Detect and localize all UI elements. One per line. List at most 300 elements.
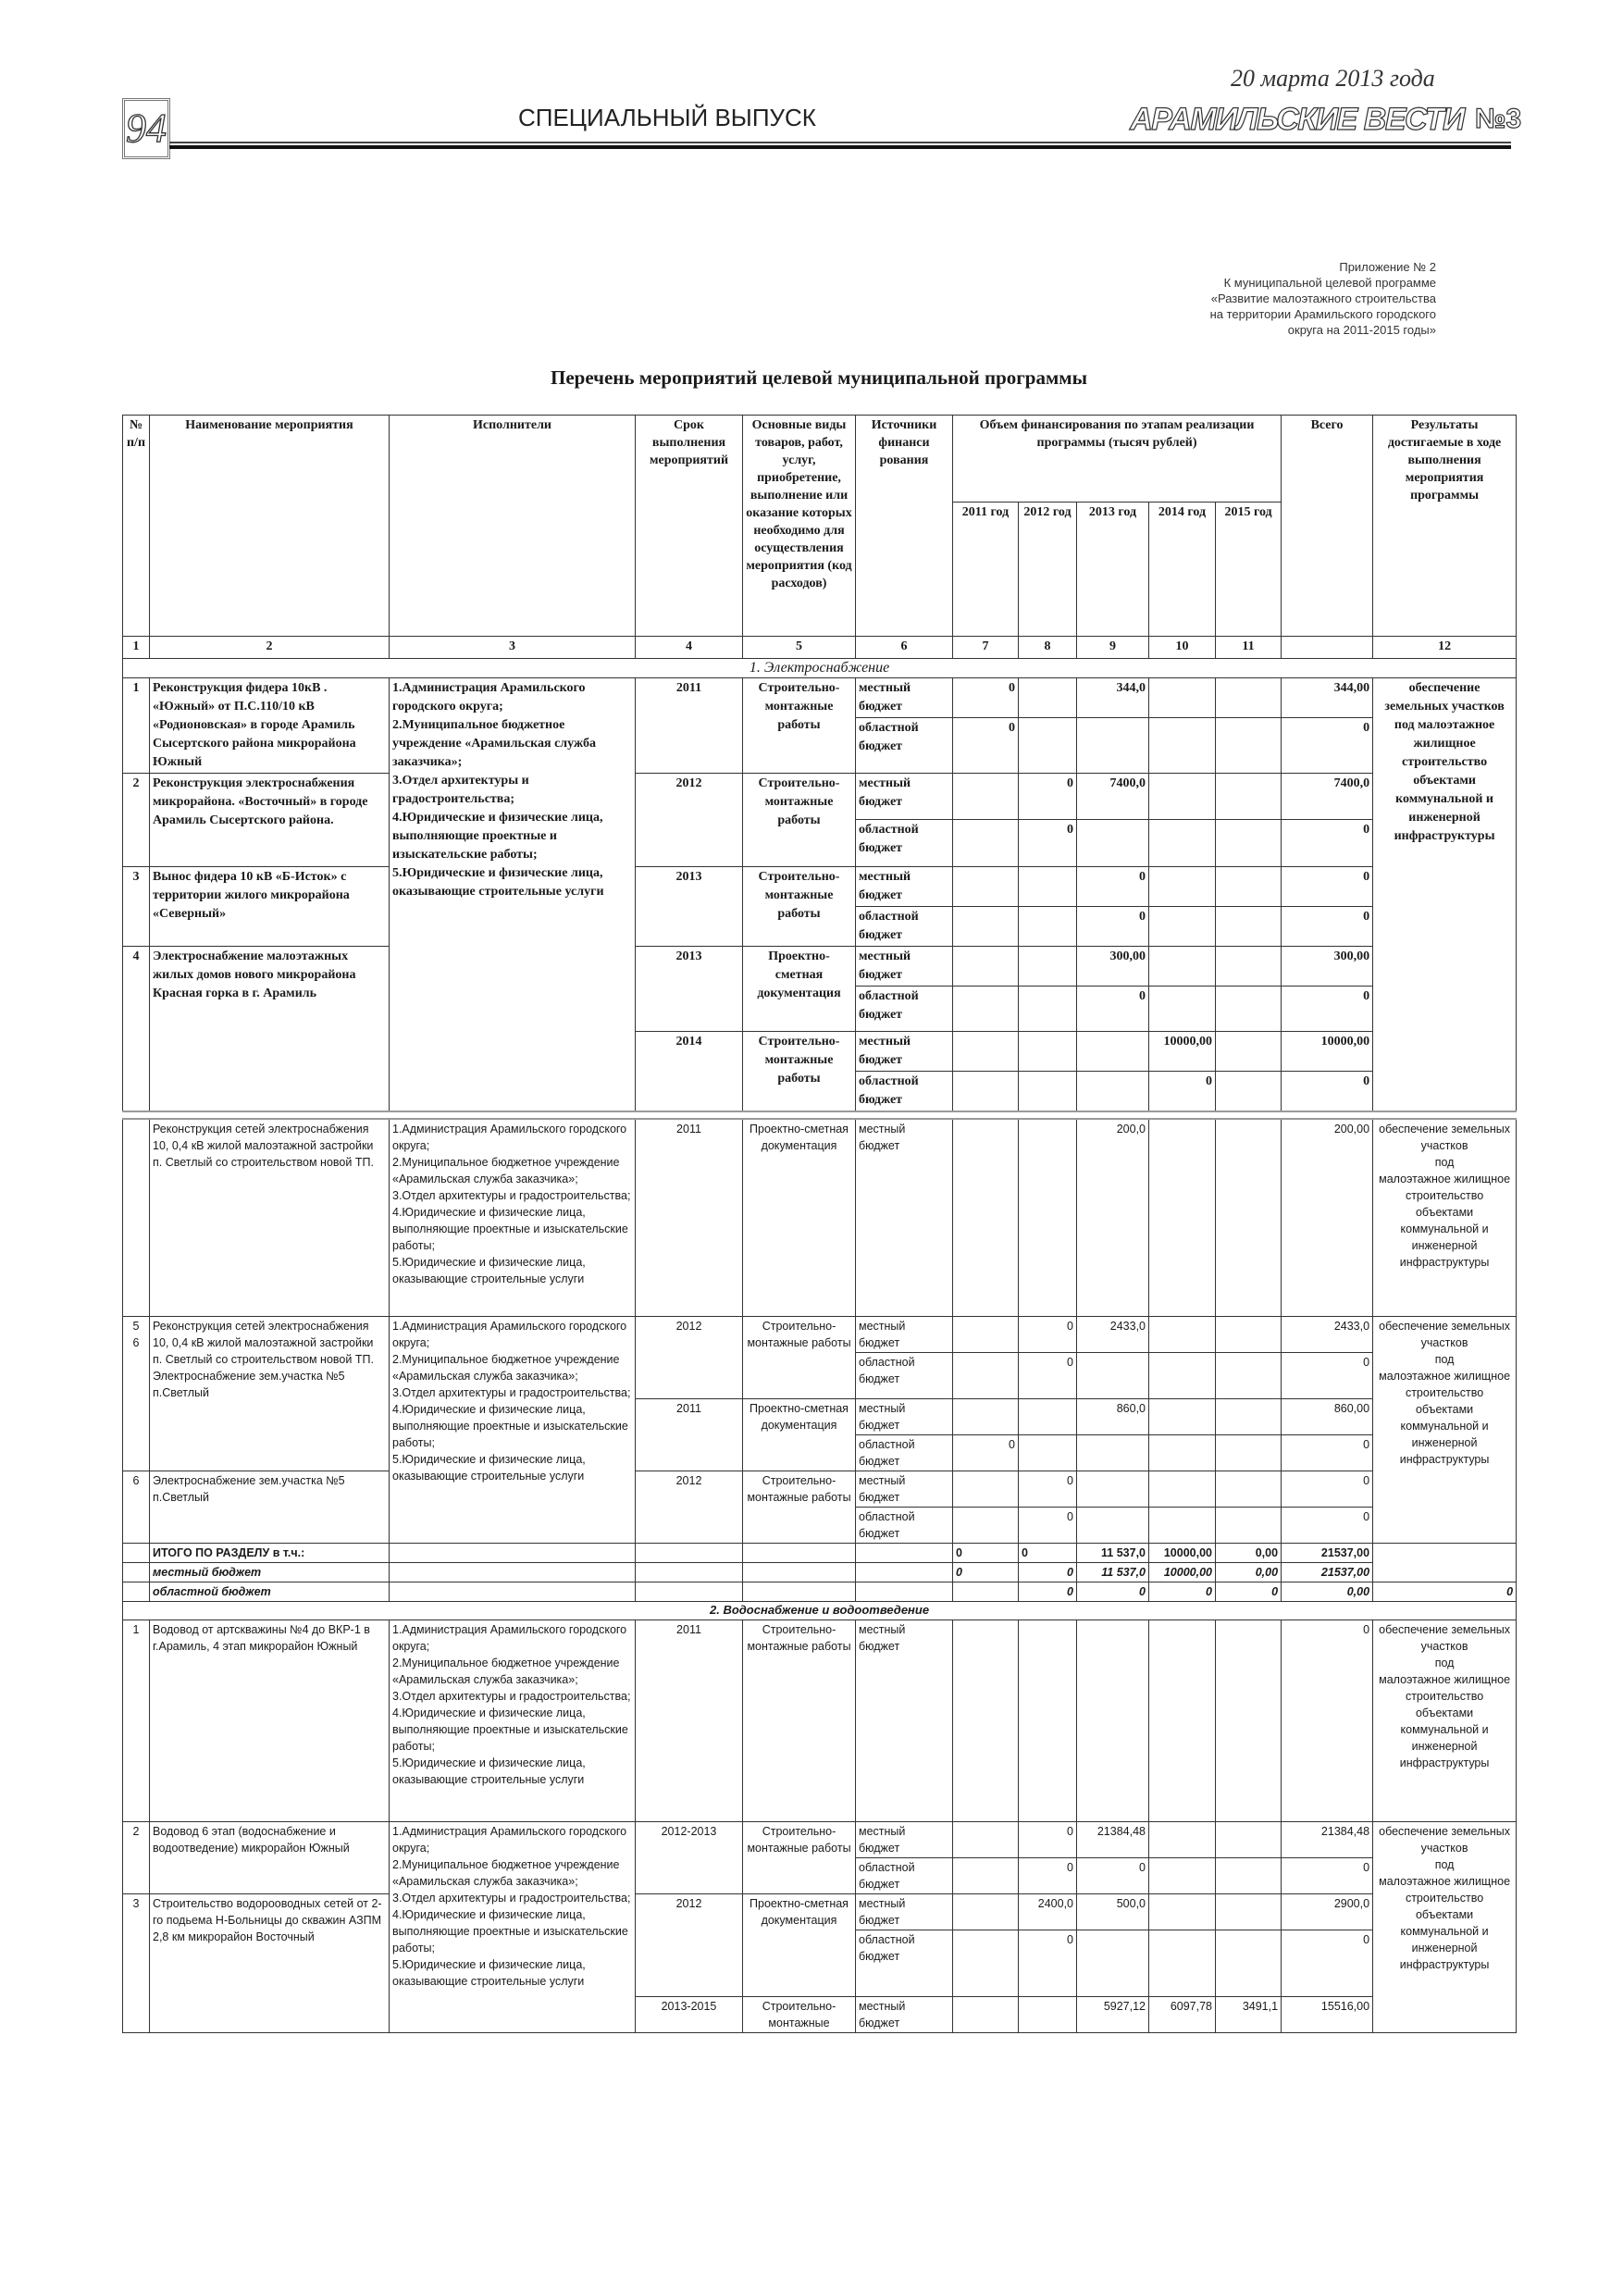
amount-2015 [1216, 1930, 1282, 1996]
amount-2012: 0 [1019, 1821, 1077, 1857]
totals-label: областной бюджет [150, 1582, 390, 1601]
amount-2011 [953, 947, 1019, 987]
column-number [1282, 637, 1373, 659]
totals-amount: 0 [1019, 1543, 1077, 1562]
header-executors: Исполнители [390, 416, 636, 637]
amount-2013 [1077, 1352, 1149, 1398]
amount-2011 [953, 1620, 1019, 1821]
separator [123, 1111, 1517, 1119]
amount-2011 [953, 1119, 1019, 1316]
totals-amount: 11 537,0 [1077, 1543, 1149, 1562]
blank-cell [856, 1582, 953, 1601]
totals-row [123, 1543, 1517, 1562]
appendix-line: К муниципальной целевой программе [1223, 276, 1436, 290]
column-number: 12 [1373, 637, 1517, 659]
newspaper-title: АРАМИЛЬСКИЕ ВЕСТИ [1130, 102, 1464, 137]
amount-2012: 0 [1019, 774, 1077, 820]
amount-2012 [1019, 1620, 1077, 1821]
amount-2015 [1216, 1821, 1282, 1857]
item-number: 6 [123, 1471, 150, 1543]
amount-2013 [1077, 820, 1149, 867]
section-heading: СПЕЦИАЛЬНЫЙ ВЫПУСК [518, 104, 816, 131]
amount-2015 [1216, 1072, 1282, 1112]
amount-2014 [1149, 987, 1216, 1032]
totals-result: 0 [1373, 1582, 1517, 1601]
totals-amount: 0 [1216, 1582, 1282, 1601]
totals-label: ИТОГО ПО РАЗДЕЛУ в т.ч.: [150, 1543, 390, 1562]
term-cell: 2013-2015 [636, 1996, 743, 2032]
amount-2015 [1216, 987, 1282, 1032]
item-name: Реконструкция сетей электроснабжения 10, 0,4 кВ жилой малоэтажной застройки п. Светлый со строительством новой ТП. [150, 1119, 390, 1316]
blank-cell [636, 1582, 743, 1601]
header-year: 2011 год [953, 503, 1019, 637]
amount-2011 [953, 987, 1019, 1032]
term-cell: 2012 [636, 1316, 743, 1398]
executors-cell: 1.Администрация Арамильского городского округа; 2.Муниципальное бюджетное учреждение «Арамильская служба заказчика»; 3.Отдел архитектуры и градостроительства; 4.Юридические и физические лица, выполняющие проектные и изыскательские работы; 5.Юридические и физические лица, оказывающие строительные услуги [390, 1316, 636, 1543]
table-row [123, 1821, 1517, 1857]
item-name: Реконструкция электроснабжения микрорайона. «Восточный» в городе Арамиль Сысертского района. [150, 774, 390, 867]
amount-2013 [1077, 1434, 1149, 1471]
header-num: № п/п [123, 416, 150, 637]
funding-source-cell: местный бюджет [856, 1398, 953, 1434]
amount-2015 [1216, 867, 1282, 907]
amount-2012: 2400,0 [1019, 1893, 1077, 1930]
amount-2015 [1216, 1620, 1282, 1821]
header-results: Результаты достигаемые в ходе выполнения мероприятия программы [1373, 416, 1517, 637]
funding-source-cell: местный бюджет [856, 867, 953, 907]
amount-2013 [1077, 718, 1149, 774]
blank-cell [636, 1562, 743, 1582]
amount-2015 [1216, 907, 1282, 947]
document-title: Перечень мероприятий целевой муниципальной программы [551, 366, 1087, 389]
section-title-row [123, 659, 1517, 678]
program-activities-table [122, 415, 1517, 2033]
amount-2015 [1216, 1434, 1282, 1471]
issue-number: №3 [1475, 104, 1522, 134]
term-cell: 2012 [636, 774, 743, 867]
funding-source-cell: областной бюджет [856, 907, 953, 947]
item-number [123, 1119, 150, 1316]
amount-2014 [1149, 1857, 1216, 1893]
term-cell: 2012 [636, 1893, 743, 1996]
amount-2015 [1216, 718, 1282, 774]
work-type-cell: Строительно-монтажные работы [743, 867, 856, 947]
totals-amount: 0 [1019, 1562, 1077, 1582]
amount-2014 [1149, 1821, 1216, 1857]
amount-2014: 0 [1149, 1072, 1216, 1112]
totals-amount: 0 [1077, 1582, 1149, 1601]
amount-2012 [1019, 947, 1077, 987]
amount-total: 300,00 [1282, 947, 1373, 987]
amount-2015 [1216, 678, 1282, 718]
header-total: Всего [1282, 416, 1373, 637]
amount-2013 [1077, 1930, 1149, 1996]
totals-amount: 21537,00 [1282, 1562, 1373, 1582]
amount-2014 [1149, 1316, 1216, 1352]
amount-2012 [1019, 1996, 1077, 2032]
amount-total: 0 [1282, 1930, 1373, 1996]
amount-2011 [953, 907, 1019, 947]
item-name: Реконструкция фидера 10кВ . «Южный» от П.С.110/10 кВ «Родионовская» в городе Арамиль Сысертского района микрорайона Южный [150, 678, 390, 774]
results-cell: обеспечение земельных участков под малоэтажное жилищное строительство объектами коммунальной и инженерной инфраструктуры [1373, 1119, 1517, 1316]
amount-2012: 0 [1019, 1507, 1077, 1543]
item-name: Электроснабжение малоэтажных жилых домов нового микрорайона Красная горка в г. Арамиль [150, 947, 390, 1112]
column-number: 3 [390, 637, 636, 659]
amount-2014 [1149, 1620, 1216, 1821]
appendix-line: на территории Арамильского городского [1209, 307, 1436, 321]
funding-source-cell: областной бюджет [856, 820, 953, 867]
page-number: 94 [122, 98, 170, 159]
appendix-line: Приложение № 2 [1339, 260, 1436, 274]
amount-2011 [953, 867, 1019, 907]
work-type-cell: Проектно-сметная документация [743, 1119, 856, 1316]
funding-source-cell: областной бюджет [856, 1857, 953, 1893]
amount-2013: 21384,48 [1077, 1821, 1149, 1857]
appendix-line: «Развитие малоэтажного строительства [1210, 292, 1436, 305]
funding-source-cell: местный бюджет [856, 1996, 953, 2032]
amount-total: 200,00 [1282, 1119, 1373, 1316]
amount-2012 [1019, 867, 1077, 907]
table-row [123, 774, 1517, 820]
work-type-cell: Проектно-сметная документация [743, 947, 856, 1032]
amount-2011 [953, 1857, 1019, 1893]
amount-2011 [953, 774, 1019, 820]
amount-2014 [1149, 1471, 1216, 1507]
amount-2012 [1019, 718, 1077, 774]
item-name: Вынос фидера 10 кВ «Б-Исток» с территории жилого микрорайона «Северный» [150, 867, 390, 947]
amount-2014 [1149, 1507, 1216, 1543]
results-cell: обеспечение земельных участков под малоэтажное жилищное строительство объектами коммунальной и инженерной инфраструктуры [1373, 1821, 1517, 2032]
column-number: 7 [953, 637, 1019, 659]
amount-total: 0 [1282, 1471, 1373, 1507]
header-year: 2012 год [1019, 503, 1077, 637]
amount-2012 [1019, 1032, 1077, 1072]
term-cell: 2011 [636, 1398, 743, 1471]
amount-2013: 200,0 [1077, 1119, 1149, 1316]
amount-2014 [1149, 1930, 1216, 1996]
totals-amount: 0 [953, 1543, 1019, 1562]
work-type-cell: Строительно-монтажные работы [743, 1821, 856, 1893]
blank-cell [123, 1543, 150, 1562]
amount-total: 21384,48 [1282, 1821, 1373, 1857]
amount-2014 [1149, 1119, 1216, 1316]
header-year: 2013 год [1077, 503, 1149, 637]
blank-cell [856, 1543, 953, 1562]
amount-2012 [1019, 907, 1077, 947]
work-type-cell: Строительно-монтажные работы [743, 1316, 856, 1398]
amount-total: 0 [1282, 1507, 1373, 1543]
amount-2015 [1216, 947, 1282, 987]
amount-2013: 5927,12 [1077, 1996, 1149, 2032]
totals-amount [953, 1582, 1019, 1601]
item-name: Водовод 6 этап (водоснабжение и водоотведение) микрорайон Южный [150, 1821, 390, 1893]
amount-2011 [953, 1507, 1019, 1543]
amount-total: 2900,0 [1282, 1893, 1373, 1930]
amount-2015: 3491,1 [1216, 1996, 1282, 2032]
totals-amount: 11 537,0 [1077, 1562, 1149, 1582]
amount-2012 [1019, 1072, 1077, 1112]
amount-2014 [1149, 774, 1216, 820]
term-cell: 2012 [636, 1471, 743, 1543]
section-title: 2. Водоснабжение и водоотведение [123, 1601, 1517, 1620]
column-number: 9 [1077, 637, 1149, 659]
blank-cell [390, 1582, 636, 1601]
column-number: 6 [856, 637, 953, 659]
amount-2014 [1149, 1352, 1216, 1398]
item-number: 5 6 [123, 1316, 150, 1471]
amount-2011: 0 [953, 718, 1019, 774]
funding-source-cell: местный бюджет [856, 947, 953, 987]
amount-2014 [1149, 718, 1216, 774]
header-term: Срок выполнения мероприятий [636, 416, 743, 637]
amount-2013: 2433,0 [1077, 1316, 1149, 1352]
table-row [123, 1471, 1517, 1507]
work-type-cell: Проектно-сметная документация [743, 1398, 856, 1471]
amount-2014 [1149, 678, 1216, 718]
separator-row [123, 1111, 1517, 1119]
amount-2014 [1149, 1893, 1216, 1930]
blank-cell [856, 1562, 953, 1582]
amount-2014: 10000,00 [1149, 1032, 1216, 1072]
funding-source-cell: областной бюджет [856, 1352, 953, 1398]
appendix-line: округа на 2011-2015 годы» [1287, 323, 1436, 337]
amount-total: 15516,00 [1282, 1996, 1373, 2032]
blank-cell [743, 1562, 856, 1582]
header-row [123, 416, 1517, 503]
amount-total: 0 [1282, 1072, 1373, 1112]
results-cell: обеспечение земельных участков под малоэтажное жилищное строительство объектами коммунальной и инженерной инфраструктуры [1373, 1316, 1517, 1543]
totals-amount: 0 [1149, 1582, 1216, 1601]
amount-2015 [1216, 1471, 1282, 1507]
work-type-cell: Строительно-монтажные работы [743, 1620, 856, 1821]
amount-total: 344,00 [1282, 678, 1373, 718]
amount-2011 [953, 1072, 1019, 1112]
header-works: Основные виды товаров, работ, услуг, приобретение, выполнение или оказание которых необходимо для осуществления мероприятия (код расходов) [743, 416, 856, 637]
amount-2015 [1216, 820, 1282, 867]
funding-source-cell: областной бюджет [856, 1434, 953, 1471]
table-row [123, 1893, 1517, 1930]
header-sources: Источники финанси рования [856, 416, 953, 637]
funding-source-cell: местный бюджет [856, 1032, 953, 1072]
amount-2014: 6097,78 [1149, 1996, 1216, 2032]
amount-2012 [1019, 1119, 1077, 1316]
column-number-row [123, 637, 1517, 659]
work-type-cell: Проектно-сметная документация [743, 1893, 856, 1996]
amount-2014 [1149, 907, 1216, 947]
blank-cell [123, 1562, 150, 1582]
amount-2013 [1077, 1032, 1149, 1072]
amount-2014 [1149, 867, 1216, 907]
funding-source-cell: местный бюджет [856, 1893, 953, 1930]
amount-2012: 0 [1019, 1471, 1077, 1507]
amount-total: 0 [1282, 987, 1373, 1032]
column-number: 2 [150, 637, 390, 659]
totals-label: местный бюджет [150, 1562, 390, 1582]
term-cell: 2011 [636, 678, 743, 774]
amount-total: 0 [1282, 1857, 1373, 1893]
amount-2012 [1019, 1434, 1077, 1471]
amount-2011 [953, 1398, 1019, 1434]
amount-2012 [1019, 987, 1077, 1032]
amount-2013 [1077, 1471, 1149, 1507]
amount-total: 2433,0 [1282, 1316, 1373, 1352]
amount-total: 10000,00 [1282, 1032, 1373, 1072]
header-year: 2014 год [1149, 503, 1216, 637]
amount-2013 [1077, 1072, 1149, 1112]
section-title-row [123, 1601, 1517, 1620]
amount-2011 [953, 1352, 1019, 1398]
amount-total: 0 [1282, 718, 1373, 774]
funding-source-cell: областной бюджет [856, 1072, 953, 1112]
amount-total: 0 [1282, 820, 1373, 867]
item-name: Водовод от артскважины №4 до ВКР-1 в г.Арамиль, 4 этап микрорайон Южный [150, 1620, 390, 1821]
item-name: Электроснабжение зем.участка №5 п.Светлый [150, 1471, 390, 1543]
amount-total: 860,00 [1282, 1398, 1373, 1434]
term-cell: 2013 [636, 867, 743, 947]
blank-cell [743, 1582, 856, 1601]
blank-cell [390, 1543, 636, 1562]
funding-source-cell: областной бюджет [856, 1930, 953, 1996]
column-number: 11 [1216, 637, 1282, 659]
term-cell: 2013 [636, 947, 743, 1032]
amount-2011 [953, 1930, 1019, 1996]
amount-total: 7400,0 [1282, 774, 1373, 820]
amount-2011 [953, 1996, 1019, 2032]
funding-source-cell: местный бюджет [856, 774, 953, 820]
item-name: Строительство водорооводных сетей от 2-го подьема Н-Больницы до скважин АЗПМ 2,8 км микрорайон Восточный [150, 1893, 390, 2032]
blank-cell [123, 1582, 150, 1601]
amount-2013: 860,0 [1077, 1398, 1149, 1434]
totals-amount: 21537,00 [1282, 1543, 1373, 1562]
table-row [123, 678, 1517, 718]
results-cell: обеспечение земельных участков под малоэтажное жилищное строительство объектами коммунальной и инженерной инфраструктуры [1373, 1620, 1517, 1821]
blank-cell [743, 1543, 856, 1562]
header-funding: Объем финансирования по этапам реализации программы (тысяч рублей) [953, 416, 1282, 503]
term-cell: 2014 [636, 1032, 743, 1112]
amount-2013 [1077, 1507, 1149, 1543]
item-number: 3 [123, 867, 150, 947]
item-number: 2 [123, 774, 150, 867]
work-type-cell: Строительно-монтажные работы [743, 774, 856, 867]
issue-date: 20 марта 2013 года [1231, 65, 1435, 92]
work-type-cell: Строительно-монтажные работы [743, 1471, 856, 1543]
executors-cell: 1.Администрация Арамильского городского округа; 2.Муниципальное бюджетное учреждение «Арамильская служба заказчика»; 3.Отдел архитектуры и градостроительства; 4.Юридические и физические лица, выполняющие проектные и изыскательские работы; 5.Юридические и физические лица, оказывающие строительные услуги [390, 678, 636, 1112]
table-row [123, 1316, 1517, 1352]
term-cell: 2012-2013 [636, 1821, 743, 1893]
table-row [123, 1620, 1517, 1821]
executors-cell: 1.Администрация Арамильского городского округа; 2.Муниципальное бюджетное учреждение «Арамильская служба заказчика»; 3.Отдел архитектуры и градостроительства; 4.Юридические и физические лица, выполняющие проектные и изыскательские работы; 5.Юридические и физические лица, оказывающие строительные услуги [390, 1119, 636, 1316]
amount-2011 [953, 1316, 1019, 1352]
funding-source-cell: местный бюджет [856, 1119, 953, 1316]
totals-row [123, 1562, 1517, 1582]
funding-source-cell: местный бюджет [856, 1471, 953, 1507]
item-name: Реконструкция сетей электроснабжения 10, 0,4 кВ жилой малоэтажной застройки п. Светлый со строительством новой ТП. Электроснабжение зем.участка №5 п.Светлый [150, 1316, 390, 1471]
amount-2014 [1149, 820, 1216, 867]
funding-source-cell: областной бюджет [856, 718, 953, 774]
funding-source-cell: областной бюджет [856, 987, 953, 1032]
work-type-cell: Строительно-монтажные [743, 1996, 856, 2032]
item-number: 3 [123, 1893, 150, 2032]
work-type-cell: Строительно-монтажные работы [743, 1032, 856, 1112]
amount-2015 [1216, 1316, 1282, 1352]
amount-2015 [1216, 1032, 1282, 1072]
amount-2013: 0 [1077, 987, 1149, 1032]
header-divider-thick [169, 145, 1511, 149]
table-row [123, 947, 1517, 987]
results-cell: обеспечение земельных участков под малоэтажное жилищное строительство объектами коммунальной и инженерной инфраструктуры [1373, 678, 1517, 1112]
column-number: 8 [1019, 637, 1077, 659]
amount-total: 0 [1282, 907, 1373, 947]
executors-cell: 1.Администрация Арамильского городского округа; 2.Муниципальное бюджетное учреждение «Арамильская служба заказчика»; 3.Отдел архитектуры и градостроительства; 4.Юридические и физические лица, выполняющие проектные и изыскательские работы; 5.Юридические и физические лица, оказывающие строительные услуги [390, 1821, 636, 2032]
amount-2011 [953, 1471, 1019, 1507]
amount-2013 [1077, 1620, 1149, 1821]
funding-source-cell: местный бюджет [856, 1620, 953, 1821]
table-row [123, 867, 1517, 907]
item-number: 1 [123, 1620, 150, 1821]
blank-cell [636, 1543, 743, 1562]
amount-2015 [1216, 1398, 1282, 1434]
funding-source-cell: местный бюджет [856, 1316, 953, 1352]
amount-2012: 0 [1019, 1352, 1077, 1398]
amount-2015 [1216, 1857, 1282, 1893]
column-number: 4 [636, 637, 743, 659]
amount-2014 [1149, 1398, 1216, 1434]
executors-cell: 1.Администрация Арамильского городского округа; 2.Муниципальное бюджетное учреждение «Арамильская служба заказчика»; 3.Отдел архитектуры и градостроительства; 4.Юридические и физические лица, выполняющие проектные и изыскательские работы; 5.Юридические и физические лица, оказывающие строительные услуги [390, 1620, 636, 1821]
amount-2012: 0 [1019, 1930, 1077, 1996]
amount-2015 [1216, 1119, 1282, 1316]
amount-total: 0 [1282, 1352, 1373, 1398]
amount-2011: 0 [953, 1434, 1019, 1471]
funding-source-cell: местный бюджет [856, 678, 953, 718]
amount-2015 [1216, 1893, 1282, 1930]
table-row [123, 1119, 1517, 1316]
amount-2012 [1019, 678, 1077, 718]
header-name: Наименование мероприятия [150, 416, 390, 637]
funding-source-cell: местный бюджет [856, 1821, 953, 1857]
section-title: 1. Электроснабжение [123, 659, 1517, 678]
header-divider [169, 142, 1511, 143]
totals-amount: 0,00 [1282, 1582, 1373, 1601]
amount-2015 [1216, 1507, 1282, 1543]
amount-2012 [1019, 1398, 1077, 1434]
amount-2013: 300,00 [1077, 947, 1149, 987]
amount-2011 [953, 1032, 1019, 1072]
appendix-note [1210, 259, 1436, 338]
amount-2014 [1149, 947, 1216, 987]
item-number: 1 [123, 678, 150, 774]
totals-amount: 10000,00 [1149, 1543, 1216, 1562]
totals-amount: 0 [953, 1562, 1019, 1582]
column-number: 10 [1149, 637, 1216, 659]
amount-2012: 0 [1019, 820, 1077, 867]
amount-2013: 0 [1077, 907, 1149, 947]
amount-2011 [953, 1821, 1019, 1857]
totals-amount: 0,00 [1216, 1562, 1282, 1582]
header-year: 2015 год [1216, 503, 1282, 637]
amount-2012: 0 [1019, 1857, 1077, 1893]
amount-2011: 0 [953, 678, 1019, 718]
amount-2011 [953, 820, 1019, 867]
amount-2013: 500,0 [1077, 1893, 1149, 1930]
totals-result [1373, 1543, 1517, 1582]
totals-row [123, 1582, 1517, 1601]
amount-total: 0 [1282, 1434, 1373, 1471]
totals-amount: 0,00 [1216, 1543, 1282, 1562]
amount-2015 [1216, 1352, 1282, 1398]
amount-2015 [1216, 774, 1282, 820]
term-cell: 2011 [636, 1620, 743, 1821]
amount-total: 0 [1282, 1620, 1373, 1821]
